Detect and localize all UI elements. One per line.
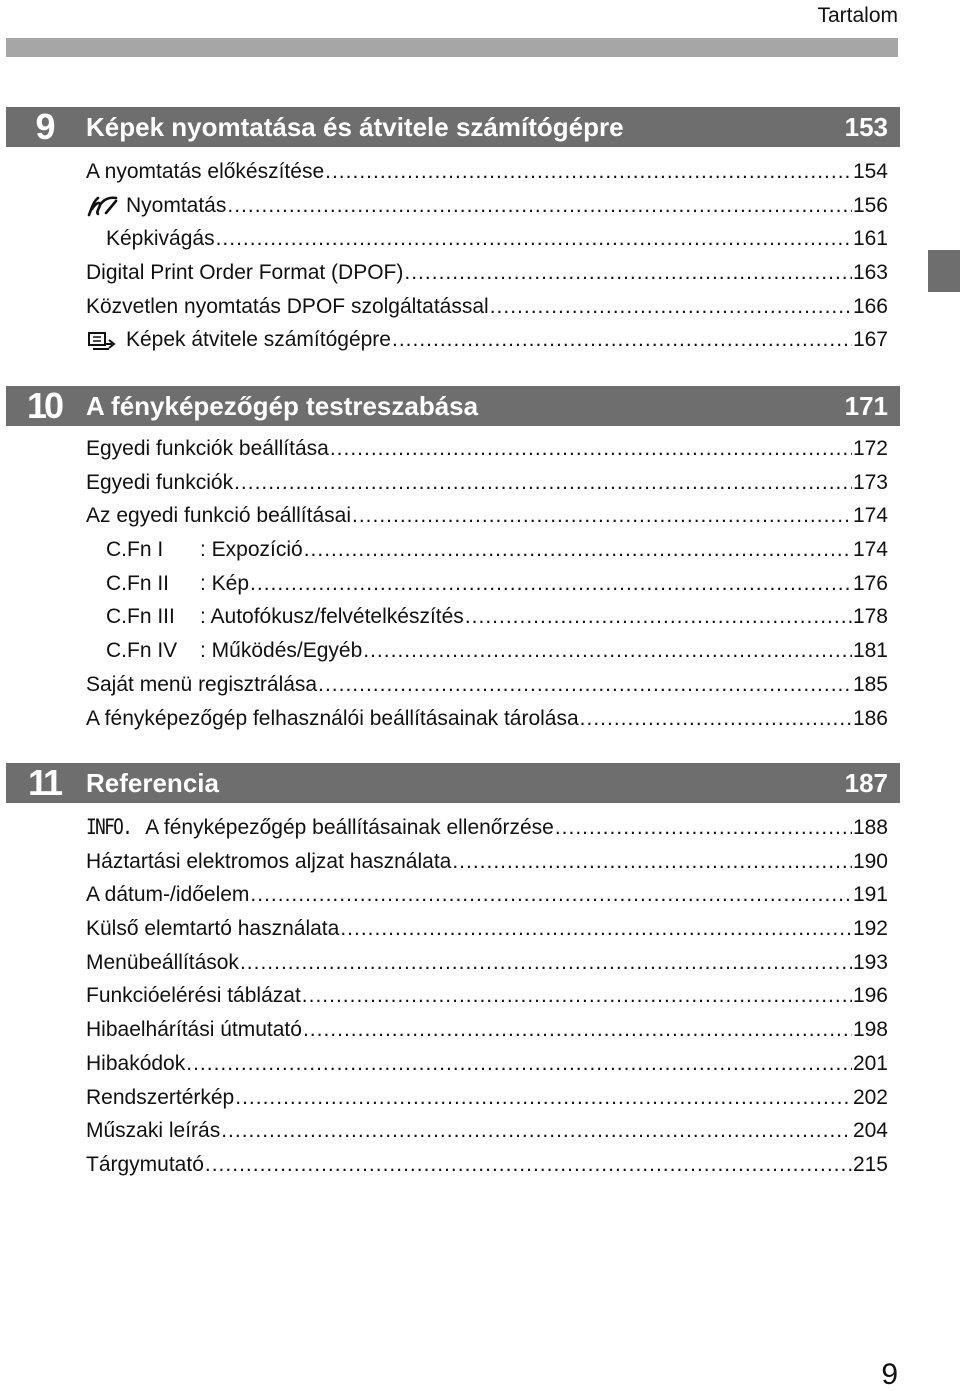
entry-label: Háztartási elektromos aljzat használata bbox=[86, 849, 452, 873]
entry-page: 181 bbox=[852, 639, 888, 663]
leader-dots bbox=[186, 1047, 852, 1081]
leader-dots bbox=[352, 499, 852, 533]
entry-label: Képek átvitele számítógépre bbox=[126, 328, 391, 352]
entry-page: 185 bbox=[852, 672, 888, 696]
entry-label: : Autofókusz/felvételkészítés bbox=[200, 605, 464, 629]
entry-label: : Kép bbox=[200, 571, 250, 595]
leader-dots bbox=[465, 600, 852, 634]
entry-page: 176 bbox=[852, 571, 888, 595]
section-label: Tartalom bbox=[817, 4, 898, 27]
entry-page: 186 bbox=[852, 706, 888, 730]
toc-entry[interactable] bbox=[86, 189, 888, 223]
toc-entry[interactable] bbox=[86, 155, 888, 189]
toc-entry[interactable] bbox=[86, 912, 888, 946]
page-number: 9 bbox=[881, 1358, 898, 1391]
chapter-9-entries bbox=[86, 155, 888, 357]
leader-dots bbox=[490, 290, 852, 324]
toc-entry[interactable] bbox=[86, 668, 888, 702]
leader-dots bbox=[302, 979, 852, 1013]
entry-page: 166 bbox=[852, 294, 888, 318]
toc-entry[interactable] bbox=[86, 432, 888, 466]
chapter-number: 9 bbox=[35, 106, 53, 147]
leader-dots bbox=[452, 845, 852, 879]
entry-page: 173 bbox=[852, 470, 888, 494]
entry-page: 178 bbox=[852, 605, 888, 629]
leader-dots bbox=[304, 533, 852, 567]
chapter-10-heading[interactable] bbox=[6, 386, 900, 426]
leader-dots bbox=[235, 1081, 852, 1115]
entry-page: 172 bbox=[852, 437, 888, 460]
leader-dots bbox=[227, 189, 852, 223]
leader-dots bbox=[205, 1148, 852, 1182]
leader-dots bbox=[221, 1114, 852, 1148]
leader-dots bbox=[234, 466, 852, 500]
entry-page: 201 bbox=[852, 1051, 888, 1075]
entry-page: 190 bbox=[852, 849, 888, 873]
fn-code: C.Fn II bbox=[106, 571, 170, 595]
toc-entry[interactable] bbox=[86, 1148, 888, 1182]
entry-label: : Expozíció bbox=[200, 538, 303, 562]
entry-label: Képkivágás bbox=[106, 227, 215, 251]
toc-entry[interactable] bbox=[86, 567, 888, 601]
toc-entry[interactable] bbox=[86, 845, 888, 879]
entry-page: 196 bbox=[852, 984, 888, 1008]
chapter-page: 187 bbox=[844, 768, 888, 798]
leader-dots bbox=[392, 323, 852, 357]
leader-dots bbox=[325, 155, 852, 189]
toc-entry[interactable] bbox=[86, 946, 888, 980]
leader-dots bbox=[216, 222, 852, 256]
entry-page: 191 bbox=[852, 883, 888, 907]
entry-page: 154 bbox=[852, 160, 888, 183]
chapter-11-entries bbox=[86, 811, 888, 1182]
entry-page: 188 bbox=[852, 816, 888, 839]
header-rule bbox=[6, 38, 898, 57]
entry-label: Digital Print Order Format (DPOF) bbox=[86, 261, 404, 285]
entry-label: Egyedi funkciók bbox=[86, 470, 234, 494]
entry-label: Közvetlen nyomtatás DPOF szolgáltatással bbox=[86, 294, 489, 318]
toc-entry[interactable] bbox=[86, 979, 888, 1013]
entry-label: Hibakódok bbox=[86, 1051, 186, 1075]
toc-entry[interactable] bbox=[86, 600, 888, 634]
chapter-title: A fényképezőgép testreszabása bbox=[86, 391, 479, 421]
toc-entry[interactable] bbox=[86, 222, 888, 256]
entry-label: Külső elemtartó használata bbox=[86, 917, 340, 941]
chapter-number: 10 bbox=[26, 385, 62, 426]
entry-label: A dátum-/időelem bbox=[86, 883, 250, 907]
leader-dots bbox=[250, 878, 852, 912]
entry-label: Funkcióelérési táblázat bbox=[86, 984, 301, 1008]
toc-entry[interactable] bbox=[86, 1081, 888, 1115]
fn-code: C.Fn III bbox=[106, 605, 175, 629]
entry-label: Tárgymutató bbox=[86, 1152, 204, 1176]
entry-label: Rendszertérkép bbox=[86, 1085, 235, 1109]
chapter-page: 153 bbox=[844, 112, 888, 142]
toc-entry[interactable] bbox=[86, 878, 888, 912]
entry-label: : Működés/Egyéb bbox=[200, 639, 363, 663]
entry-page: 215 bbox=[852, 1152, 888, 1176]
entry-label: Műszaki leírás bbox=[86, 1119, 221, 1143]
chapter-title: Képek nyomtatása és átvitele számítógépre bbox=[86, 112, 624, 142]
leader-dots bbox=[363, 634, 852, 668]
entry-page: 204 bbox=[852, 1119, 888, 1143]
fn-code: C.Fn I bbox=[106, 538, 164, 562]
entry-label: Menübeállítások bbox=[86, 950, 239, 974]
entry-label: Hibaelhárítási útmutató bbox=[86, 1018, 302, 1042]
leader-dots bbox=[318, 668, 852, 702]
leader-dots bbox=[340, 912, 852, 946]
entry-label: A fényképezőgép beállításainak ellenőrzése bbox=[145, 816, 554, 839]
chapter-number: 11 bbox=[27, 762, 61, 803]
entry-label: A nyomtatás előkészítése bbox=[86, 160, 325, 183]
chapter-title: Referencia bbox=[86, 768, 219, 798]
entry-page: 163 bbox=[852, 261, 888, 285]
leader-dots bbox=[404, 256, 852, 290]
leader-dots bbox=[555, 811, 852, 845]
chapter-side-tab bbox=[928, 250, 960, 292]
leader-dots bbox=[240, 946, 852, 980]
entry-page: 167 bbox=[852, 328, 888, 352]
info-button-icon: INFO. bbox=[86, 815, 132, 839]
toc-entry[interactable] bbox=[86, 533, 888, 567]
image-transfer-icon bbox=[86, 330, 118, 352]
toc-entry[interactable] bbox=[86, 323, 888, 357]
leader-dots bbox=[580, 702, 852, 736]
toc-entry[interactable] bbox=[86, 811, 888, 845]
toc-entry[interactable] bbox=[86, 702, 888, 736]
toc-entry[interactable] bbox=[86, 290, 888, 324]
chapter-10-entries bbox=[86, 432, 888, 735]
entry-page: 156 bbox=[852, 193, 888, 217]
entry-page: 192 bbox=[852, 917, 888, 941]
toc-entry[interactable] bbox=[86, 1047, 888, 1081]
entry-page: 174 bbox=[852, 538, 888, 562]
entry-label: Az egyedi funkció beállításai bbox=[86, 504, 351, 528]
entry-label: Saját menü regisztrálása bbox=[86, 672, 318, 696]
entry-label: Nyomtatás bbox=[126, 193, 227, 217]
toc-entry[interactable] bbox=[86, 256, 888, 290]
leader-dots bbox=[330, 432, 852, 466]
chapter-9-heading[interactable] bbox=[6, 107, 900, 147]
entry-page: 161 bbox=[852, 227, 888, 251]
fn-code: C.Fn IV bbox=[106, 639, 178, 663]
direct-print-icon bbox=[86, 195, 118, 217]
entry-page: 193 bbox=[852, 950, 888, 974]
toc-entry[interactable] bbox=[86, 499, 888, 533]
entry-label: A fényképezőgép felhasználói beállításainak tárolása bbox=[86, 706, 579, 730]
leader-dots bbox=[303, 1013, 852, 1047]
entry-page: 174 bbox=[852, 504, 888, 528]
toc-entry[interactable] bbox=[86, 1013, 888, 1047]
toc-entry[interactable] bbox=[86, 634, 888, 668]
chapter-page: 171 bbox=[844, 391, 888, 421]
toc-entry[interactable] bbox=[86, 1114, 888, 1148]
entry-page: 202 bbox=[852, 1085, 888, 1109]
entry-label: Egyedi funkciók beállítása bbox=[86, 437, 329, 460]
entry-page: 198 bbox=[852, 1018, 888, 1042]
leader-dots bbox=[250, 567, 852, 601]
chapter-11-heading[interactable] bbox=[6, 763, 900, 803]
toc-entry[interactable] bbox=[86, 466, 888, 500]
